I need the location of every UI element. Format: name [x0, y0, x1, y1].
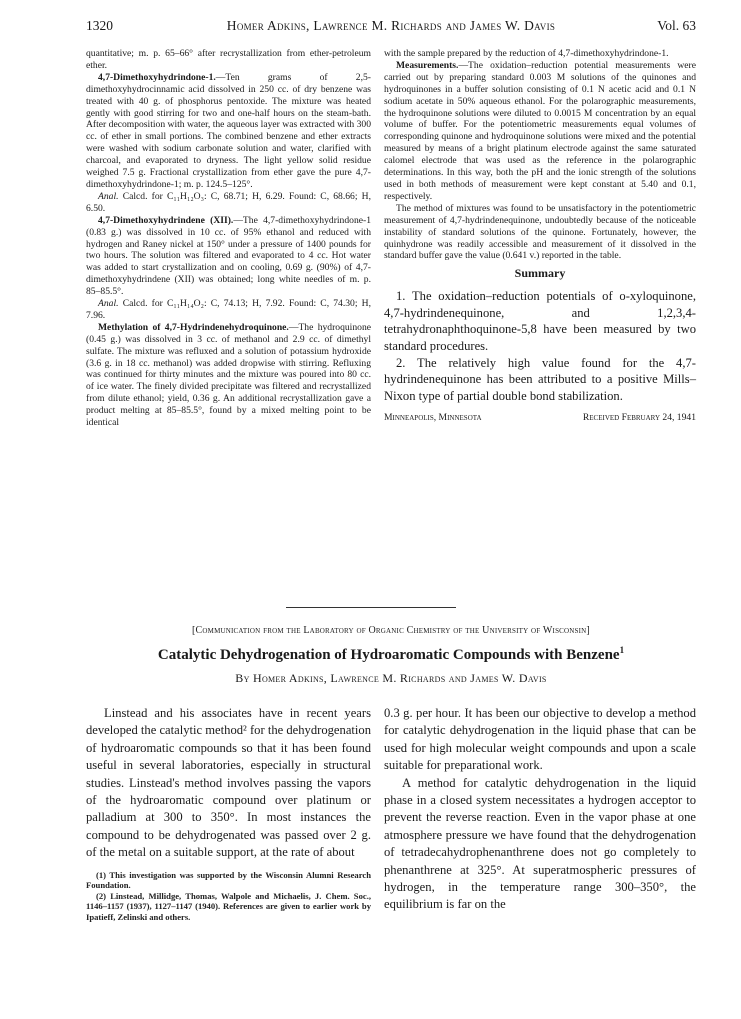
paragraph: 0.3 g. per hour. It has been our objective to develop a method for catalytic dehydrogenation in the liquid phase that can be used for high molecular weight compounds and upon a scale suitable for preparational work.	[384, 706, 696, 773]
footnote-marker: 1	[619, 645, 625, 655]
section-heading: Measurements.	[396, 59, 459, 71]
article-title: Catalytic Dehydrogenation of Hydroaromatic Compounds with Benzene$^1$	[157, 645, 625, 663]
signoff	[384, 412, 696, 424]
paragraph: A method for catalytic dehydrogenation in the liquid phase in a closed system necessitates a hydrogen acceptor to prevent the reverse reaction. Even in the vapor phase at one atmosphere pressure we have found that the dehydrogenation of tetradecahydrophenanthrene does not go completely to phenanthrene at 325°. At superatmospheric pressures of hydrogen, in the temperature range 300–350°, the equilibrium is far on the	[384, 775, 696, 912]
article-left-column	[86, 705, 371, 923]
footnote: (1) This investigation was supported by the Wisconsin Alumni Research Foundation.	[86, 869, 371, 891]
paragraph: The method of mixtures was found to be unsatisfactory in the potentiometric measurement of 4,7-hydrindenequinone, undoubtedly because of the noticeable instability of standard solutions of the quinone. Fortunately, however, the quinhydrone was readily accessible and measurement of it dissolved in the standard buffer gave the value (0.641 v.) reported in the table.	[384, 202, 696, 262]
page-number: 1320	[86, 18, 113, 33]
right-column-top	[384, 48, 696, 424]
signoff-received: Received February 24, 1941	[582, 412, 696, 424]
summary-heading: Summary	[514, 266, 566, 281]
paragraph: Methylation of 4,7-Hydrindenehydroquinone.—The hydroquinone (0.45 g.) was dissolved in 3 cc. of methanol and 2.9 cc. of dimethyl sulfate. The mixture was refluxed and a solution of potassium hydroxide (3.6 g. in 18 cc. methanol) was added dropwise with stirring. Refluxing was continued for thirty minutes and the mixture was poured into 80 cc. of ice water. The finely divided precipitate was filtered and recrystallized from dilute ethanol; yield, 0.36 g. An additional recrystallization gave a product melting at 85–85.5°, found by a mixed melting point to be identical	[86, 321, 371, 429]
byline: By Homer Adkins, Lawrence M. Richards and James W. Davis	[235, 671, 547, 685]
section-heading: 4,7-Dimethoxyhydrindone-1.	[98, 71, 216, 83]
running-title: Homer Adkins, Lawrence M. Richards and James W. Davis	[226, 18, 556, 33]
paragraph: Measurements.—The oxidation–reduction potential measurements were carried out by preparing standard 0.003 M solutions of the quinones and hydroquinones in a buffer solution consisting of 0.1 N acetic acid and 0.1 N sodium acetate in 50% aqueous ethanol. For the polarographic measurements, the hydroquinone solutions were diluted to 0.0015 M concentration by an equal volume of buffer. For the potentiometric measurements equal volumes of corresponding quinone and hydroquinone solutions were mixed and the potential measured by means of a bright platinum electrode against the same saturated calomel electrode that was used as the reference in the polarographic determinations. In this way, both the pH and the ionic strength of the solutions used in both methods of measurement were kept constant at 5.40 and 0.1, respectively.	[384, 59, 696, 202]
paragraph: 4,7-Dimethoxyhydrindene (XII).—The 4,7-dimethoxyhydrindone-1 (0.83 g.) was dissolved in 10 cc. of 95% ethanol and reduced with hydrogen and Raney nickel at 150° under a pressure of 1400 pounds for two hours. The solution was filtered and evaporated to 4 cc. Hot water was added to start crystallization and on cooling, 0.69 g. (90%) of 4,7-dimethoxyhydrindene (XII) was obtained; long white needles of m. p. 85–85.5°.	[86, 214, 371, 298]
footnotes	[86, 870, 371, 923]
section-heading: 4,7-Dimethoxyhydrindene (XII).	[98, 214, 234, 226]
summary-item: 1. The oxidation–reduction potentials of o-xyloquinone, 4,7-hydrindenequinone, and 1,2,3,4-tetrahydronaphthoquinone-5,8 have been measured by two standard procedures.	[384, 289, 696, 353]
left-column-top	[86, 48, 371, 429]
footnote: (2) Linstead, Millidge, Thomas, Walpole and Michaelis, J. Chem. Soc., 1146–1157 (1937), 1127–1147 (1940). References are given to earlier work by Ipatieff, Zelinski and others.	[86, 890, 371, 923]
article-right-column	[384, 705, 696, 914]
summary	[384, 288, 696, 404]
paragraph: with the sample prepared by the reduction of 4,7-dimethoxyhydrindone-1.	[384, 48, 669, 59]
analysis-paragraph: Anal. Calcd. for C₁₁H₁₂O₃: C, 68.71; H, 6.29. Found: C, 68.66; H, 6.50.	[86, 190, 371, 214]
running-header	[86, 18, 696, 38]
analysis-paragraph: Anal. Calcd. for C₁₁H₁₄O₂: C, 74.13; H, 7.92. Found: C, 74.30; H, 7.96.	[86, 298, 371, 321]
summary-item: 2. The relatively high value found for the 4,7-hydrindenequinone has been attributed to a positive Mills–Nixon type of partial double bond stabilization.	[384, 355, 696, 403]
paragraph: Linstead and his associates have in recent years developed the catalytic method² for the dehydrogenation of hydroaromatic compounds so that it has been found useful in several laboratories, especially in structural studies. Linstead's method involves passing the vapors of the hydroaromatic compound over platinum or palladium at 300 to 350°. In most instances the compound to be dehydrogenated was passed over 2 g. of the metal on a suitable support, at the rate of about	[86, 706, 371, 860]
paragraph: 4,7-Dimethoxyhydrindone-1.—Ten grams of 2,5-dimethoxyhydrocinnamic acid dissolved in 250 cc. of dry benzene was treated with 40 g. of phosphorus pentoxide. The mixture was heated gently with good stirring for two and one-half hours on the steam-bath. After decomposition with water, the aqueous layer was extracted with 300 cc. of ether in small portions. The combined benzene and ether extracts were washed with sodium carbonate solution and water, clarified with charcoal, and evaporated to dryness. The light yellow solid residue weighed 7.5 g. Fractional crystallization from ether gave the pure 4,7-dimethoxyhydrindone-1; m. p. 124.5–125°.	[86, 71, 371, 190]
paragraph: quantitative; m. p. 65–66° after recrystallization from ether-petroleum ether.	[86, 48, 371, 71]
section-divider	[286, 607, 456, 608]
volume-label: Vol. 63	[657, 18, 696, 33]
signoff-place: Minneapolis, Minnesota	[384, 412, 482, 424]
communication-line: [Communication from the Laboratory of Organic Chemistry of the University of Wisconsin]	[192, 625, 590, 636]
section-heading: Methylation of 4,7-Hydrindenehydroquinone.	[98, 321, 289, 333]
